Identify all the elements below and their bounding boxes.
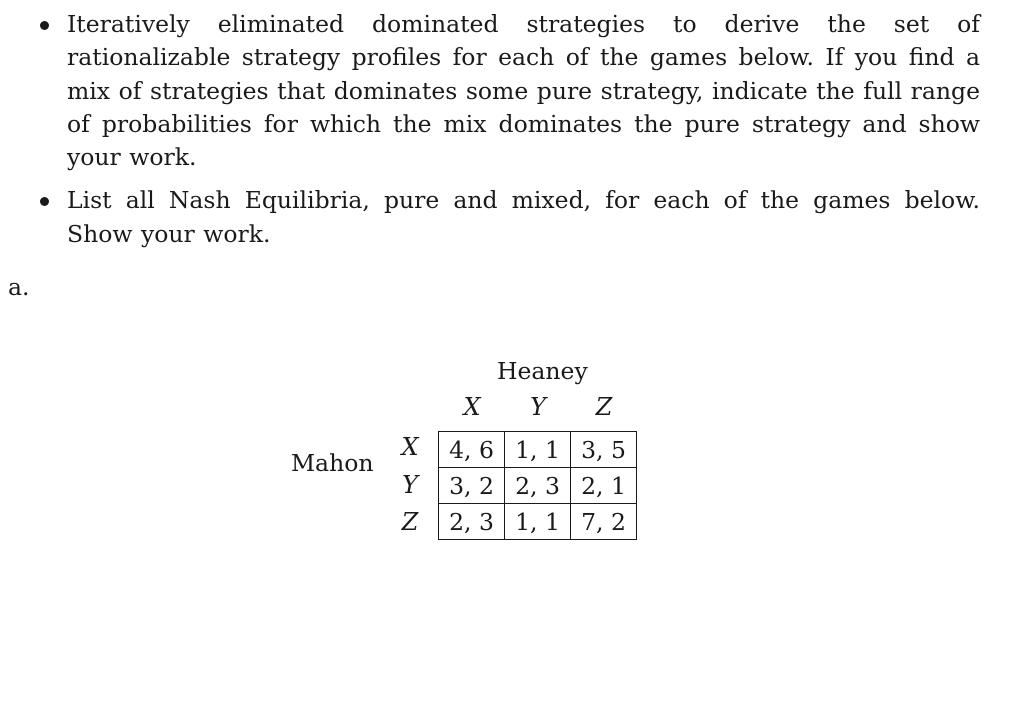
payoff-cell: 3, 2 xyxy=(439,468,505,504)
payoff-cell: 3, 5 xyxy=(571,432,637,468)
row-strategy-label: Z xyxy=(401,508,419,536)
instruction-text: List all Nash Equilibria, pure and mixed, for each of the games below. Show your work. xyxy=(67,186,980,248)
payoff-cell: 2, 1 xyxy=(571,468,637,504)
payoff-matrix xyxy=(438,431,637,540)
payoff-cell: 2, 3 xyxy=(439,504,505,540)
row-strategy-label: Y xyxy=(402,471,418,499)
part-label: a. xyxy=(8,273,30,301)
row-player-name: Mahon xyxy=(291,449,374,477)
table-row xyxy=(439,432,637,468)
payoff-cell: 2, 3 xyxy=(505,468,571,504)
instruction-text: Iteratively eliminated dominated strategies to derive the set of rationalizable strategy profiles for each of the games below. If you find a mix of strategies that dominates some pure strategy, indicate the full range of probabilities for which the mix dominates the pure strategy and show your work. xyxy=(67,10,980,172)
table-row xyxy=(439,504,637,540)
row-strategy-label: X xyxy=(401,433,419,461)
column-player-name: Heaney xyxy=(497,357,588,385)
payoff-cell: 1, 1 xyxy=(505,432,571,468)
instruction-list xyxy=(40,8,980,251)
column-strategy-label: X xyxy=(463,393,481,421)
bullet-icon xyxy=(40,197,49,206)
column-strategy-label: Y xyxy=(530,393,546,421)
table-row xyxy=(439,468,637,504)
payoff-cell: 1, 1 xyxy=(505,504,571,540)
payoff-cell: 4, 6 xyxy=(439,432,505,468)
bullet-icon xyxy=(40,21,49,30)
instruction-item xyxy=(40,184,980,251)
column-strategy-label: Z xyxy=(595,393,613,421)
instruction-item xyxy=(40,8,980,174)
payoff-cell: 7, 2 xyxy=(571,504,637,540)
